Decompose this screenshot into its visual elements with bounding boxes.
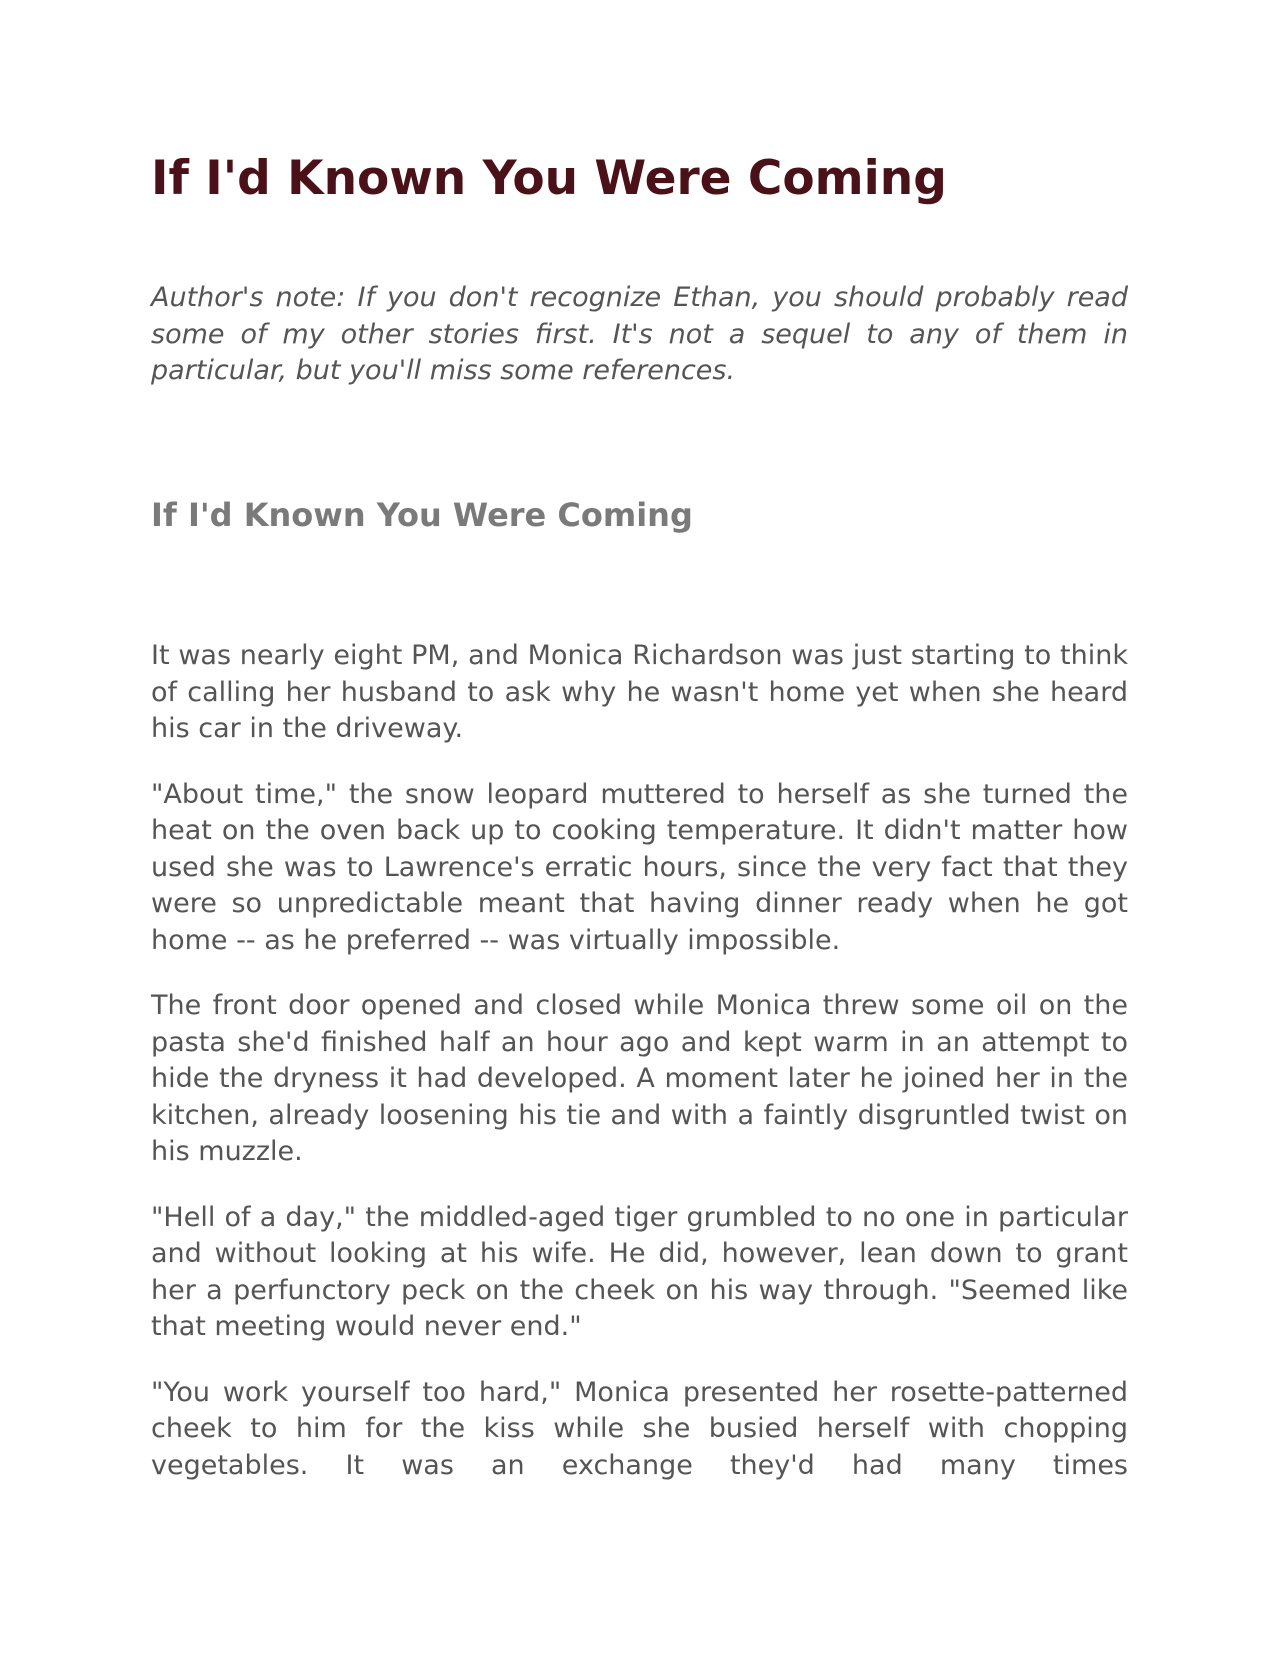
- story-paragraph: The front door opened and closed while Monica threw some oil on the pasta she'd finished half an hour ago and kept warm in an attempt to hide the dryness it had developed. A moment later he joined her in the kitchen, already loosening his tie and with a faintly disgruntled twist on his muzzle.: [151, 990, 1128, 1167]
- story-body: [151, 638, 1128, 1513]
- story-paragraph: It was nearly eight PM, and Monica Richardson was just starting to think of calling her husband to ask why he wasn't home yet when she heard his car in the driveway.: [151, 640, 1128, 744]
- story-paragraph: "Hell of a day," the middled-aged tiger grumbled to no one in particular and without looking at his wife. He did, however, lean down to grant her a perfunctory peck on the cheek on his way through. "Seemed like that meeting would never end.": [151, 1201, 1128, 1342]
- document-title: If I'd Known You Were Coming: [151, 151, 947, 206]
- author-note: Author's note: If you don't recognize Ethan, you should probably read some of my other stories first. It's not a sequel to any of them in particular, but you'll miss some references.: [151, 282, 1128, 386]
- story-paragraph: "About time," the snow leopard muttered to herself as she turned the heat on the oven back up to cooking temperature. It didn't matter how used she was to Lawrence's erratic hours, since the very fact that they were so unpredictable meant that having dinner ready when he got home -- as he preferred -- was virtually impossible.: [151, 778, 1128, 956]
- story-paragraph: "You work yourself too hard," Monica presented her rosette-patterned cheek to him for the kiss while she busied herself with chopping vegetables. It was an exchange they'd had many times: [151, 1376, 1128, 1481]
- story-title: If I'd Known You Were Coming: [151, 496, 693, 534]
